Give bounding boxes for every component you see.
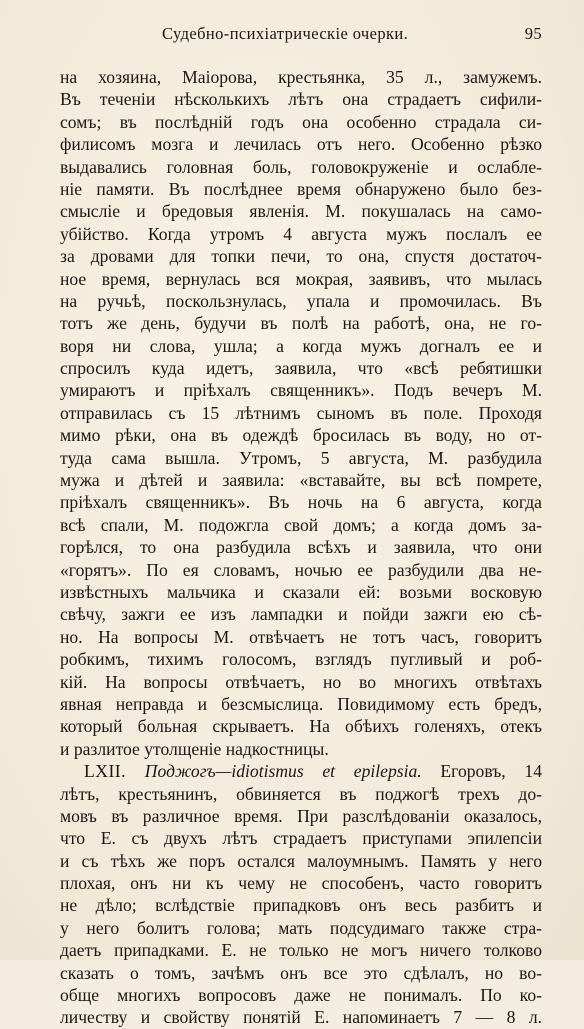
text-line: «горятъ». По ея словамъ, ночью ее разбудили два не- — [60, 559, 542, 580]
page-header — [60, 24, 542, 44]
text-line: на ручьѣ, поскользнулась, упала и промочилась. Въ — [60, 290, 542, 311]
text-line: умираютъ и пріѣхалъ священникъ». Подъ вечеръ М. — [60, 380, 542, 401]
text-line: плохая, онъ ни къ чему не способенъ, часто говоритъ — [60, 873, 542, 894]
section-title: Поджогъ—idiotismus et epilepsia. — [144, 761, 422, 782]
text-line: не дѣло; вслѣдствіе припадковъ онъ весь разбитъ и — [60, 895, 542, 916]
text-line: всѣ спали, М. подожгла свой домъ; а когда домъ за- — [60, 514, 542, 535]
text-line: горѣлся, то она разбудила всѣхъ и заявила, что они — [60, 537, 542, 558]
text-line: смысліе и бредовыя явленія. М. покушалась на само- — [60, 201, 542, 222]
running-title: Судебно-психіатрическіе очерки. — [162, 24, 409, 43]
text-line: воря ни слова, ушла; а когда мужъ догналъ ее и — [60, 335, 542, 356]
text-line: который больная скрываетъ. На обѣихъ голеняхъ, отекъ — [60, 716, 542, 737]
text-line: мовъ въ различное время. При разслѣдованіи оказалось, — [60, 805, 542, 826]
text-line: у него болитъ голова; мать подсудимаго также стра- — [60, 917, 542, 938]
text-line: лѣтъ, крестьянинъ, обвиняется въ поджогѣ трехъ до- — [60, 783, 542, 804]
section-number: LXII. — [84, 761, 127, 782]
text-line: свѣчу, зажги ее изъ лампадки и пойди зажги ею сѣ- — [60, 604, 542, 625]
text-line: пріѣхалъ священникъ». Въ ночь на 6 августа, когда — [60, 492, 542, 513]
text-line: и съ тѣхъ же поръ остался малоумнымъ. Память у него — [60, 850, 542, 871]
text-line: тотъ же день, будучи въ полѣ на работѣ, она, не го- — [60, 313, 542, 334]
section-heading-line — [60, 760, 542, 782]
text-line: но. На вопросы М. отвѣчаетъ не тотъ часъ, говоритъ — [60, 626, 542, 647]
text-line: робкимъ, тихимъ голосомъ, взглядъ пугливый и роб- — [60, 649, 542, 670]
body-text — [60, 66, 542, 1029]
text-line: извѣстныхъ мальчика и сказали ей: возьми восковую — [60, 581, 542, 602]
text-line: обще многихъ вопросовъ даже не понималъ. По ко- — [60, 985, 542, 1006]
text-line: ніе памяти. Въ послѣднее время обнаружено было без- — [60, 178, 542, 199]
section-first-line-rest: Егоровъ, 14 — [440, 761, 542, 782]
text-line: мужа и дѣтей и заявила: «вставайте, вы всѣ помрете, — [60, 470, 542, 491]
text-line: убійство. Когда утромъ 4 августа мужъ послалъ ее — [60, 223, 542, 244]
text-line: филисомъ мозга и лечилась отъ него. Особенно рѣзко — [60, 134, 542, 155]
text-line: за дровами для топки печи, то она, спустя достаточ- — [60, 246, 542, 267]
text-line: на хозяина, Маіорова, крестьянка, 35 л., замужемъ. — [60, 67, 542, 87]
text-line: явная неправда и безсмыслица. Повидимому есть бредъ, — [60, 693, 542, 714]
text-line: кій. На вопросы отвѣчаетъ, но во многихъ отвѣтахъ — [60, 671, 542, 692]
text-line: личеству и свойству понятій Е. напоминаетъ 7 — 8 л. — [60, 1007, 542, 1028]
text-line: что Е. съ двухъ лѣтъ страдаетъ приступами эпилепсіи — [60, 828, 542, 849]
text-line: туда сама вышла. Утромъ, 5 августа, М. разбудила — [60, 447, 542, 468]
text-line: сомъ; въ послѣднiй годъ она особенно страдала си- — [60, 111, 542, 132]
text-line: выдавались головная боль, головокруженіе и ослабле- — [60, 156, 542, 177]
text-line: даетъ припадками. Е. не только не могъ ничего толково — [60, 940, 542, 961]
text-line: Въ теченіи нѣсколькихъ лѣтъ она страдаетъ сифили- — [60, 89, 542, 110]
text-line: мимо рѣки, она въ одеждѣ бросилась въ воду, но от- — [60, 425, 542, 446]
page-number: 95 — [524, 24, 542, 43]
text-line: сказать о томъ, зачѣмъ онъ все это сдѣлалъ, но во- — [60, 962, 542, 983]
text-line: спросилъ куда идетъ, заявила, что «всѣ ребятишки — [60, 358, 542, 379]
text-line: отправилась съ 15 лѣтнимъ сыномъ въ поле. Проходя — [60, 402, 542, 423]
text-line: ное время, вернулась вся мокрая, заявивъ, что мылась — [60, 268, 542, 289]
paragraph-last-line: и разлитое утолщеніе надкостницы. — [60, 738, 329, 759]
